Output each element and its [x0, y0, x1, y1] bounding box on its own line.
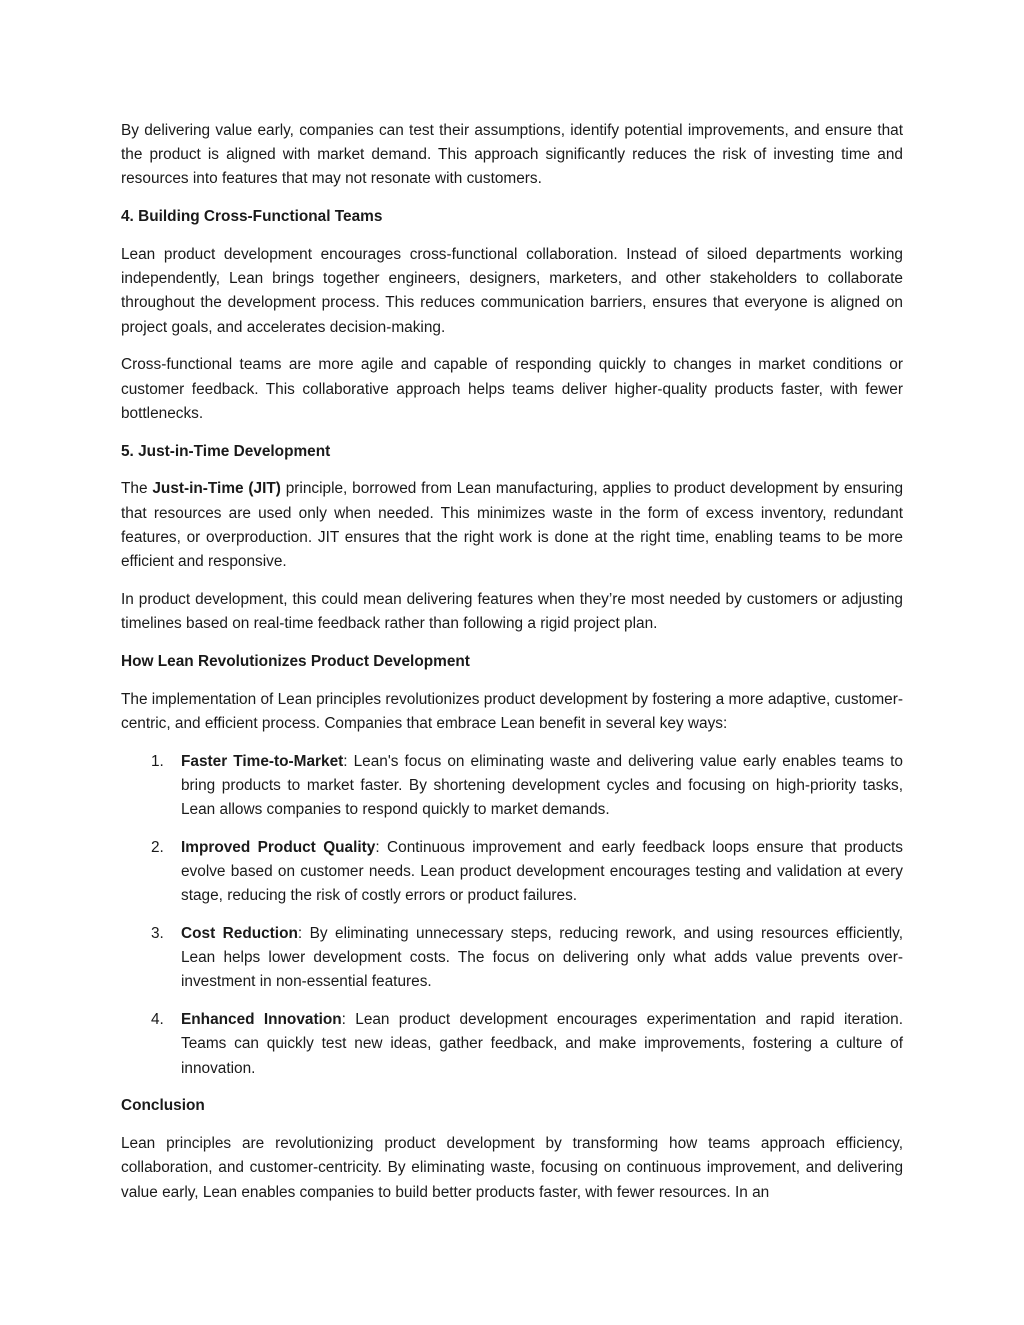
list-item-number: 2. — [151, 838, 164, 856]
conclusion-paragraph: Lean principles are revolutionizing product development by transforming how teams approach efficiency, collaboration, and customer-centricity. By eliminating waste, focusing on continuous improvement, and delivering value early, Lean enables companies to build better products faster, with fewer resources. In an — [121, 1135, 903, 1201]
section-heading-conclusion: Conclusion — [121, 1097, 205, 1115]
revolution-paragraph: The implementation of Lean principles revolutionizes product development by fostering a more adaptive, customer-centric, and efficient process. Companies that embrace Lean benefit in several key ways: — [121, 690, 903, 732]
list-item-text: : By eliminating unnecessary steps, reducing rework, and using resources efficiently, Lean helps lower development costs. The focus on delivering only what adds value prevents over-investment in non-essential features. — [181, 925, 903, 991]
list-item-number: 1. — [151, 752, 164, 770]
jit-term: Just-in-Time (JIT) — [152, 480, 281, 498]
list-item — [121, 750, 903, 823]
section-heading-revolution: How Lean Revolutionizes Product Development — [121, 652, 470, 670]
intro-paragraph: By delivering value early, companies can test their assumptions, identify potential improvements, and ensure that the product is aligned with market demand. This approach significantly reduces the risk of investing time and resources into features that may not resonate with customers. — [121, 122, 903, 188]
jit-text-rest: principle, borrowed from Lean manufacturing, applies to product development by ensuring that resources are used only when needed. This minimizes waste in the form of excess inventory, redundant features, or overproduction. JIT ensures that the right work is done at the right time, enabling teams to be more efficient and responsive. — [121, 480, 904, 571]
benefits-list — [121, 750, 903, 1081]
list-item — [121, 922, 903, 995]
list-item-number: 3. — [151, 925, 164, 943]
jit-paragraph-1 — [121, 477, 903, 574]
cross-functional-paragraph-2: Cross-functional teams are more agile and capable of responding quickly to changes in market conditions or customer feedback. This collaborative approach helps teams deliver higher-quality products faster, with fewer bottlenecks. — [121, 356, 903, 422]
list-item-title: Cost Reduction — [181, 925, 298, 943]
list-item-number: 4. — [151, 1011, 164, 1029]
list-item — [121, 836, 903, 909]
list-item-title: Improved Product Quality — [181, 838, 376, 856]
list-item-text: : Continuous improvement and early feedback loops ensure that products evolve based on customer needs. Lean product development encourages testing and validation at every stage, reducing the risk of costly errors or product failures. — [181, 838, 903, 905]
jit-text-prefix: The — [121, 480, 153, 498]
list-item-text: : Lean's focus on eliminating waste and delivering value early enables teams to bring products to market faster. By shortening development cycles and focusing on high-priority tasks, Lean allows companies to respond quickly to market demands. — [181, 752, 903, 819]
list-item-title: Faster Time-to-Market — [181, 752, 344, 770]
section-heading-just-in-time: 5. Just-in-Time Development — [121, 442, 331, 460]
list-item-title: Enhanced Innovation — [181, 1011, 342, 1029]
cross-functional-paragraph-1: Lean product development encourages cross-functional collaboration. Instead of siloed departments working independently, Lean brings together engineers, designers, marketers, and other stakeholders to collaborate throughout the development process. This reduces communication barriers, ensures that everyone is aligned on project goals, and accelerates decision-making. — [121, 246, 903, 336]
jit-paragraph-2: In product development, this could mean delivering features when they’re most needed by customers or adjusting timelines based on real-time feedback rather than following a rigid project plan. — [121, 590, 903, 633]
section-heading-cross-functional-teams: 4. Building Cross-Functional Teams — [121, 208, 383, 226]
list-item — [121, 1008, 903, 1081]
list-item-text: : Lean product development encourages experimentation and rapid iteration. Teams can quickly test new ideas, gather feedback, and make improvements, fostering a culture of innovation. — [181, 1011, 903, 1077]
document-page — [121, 119, 903, 1218]
